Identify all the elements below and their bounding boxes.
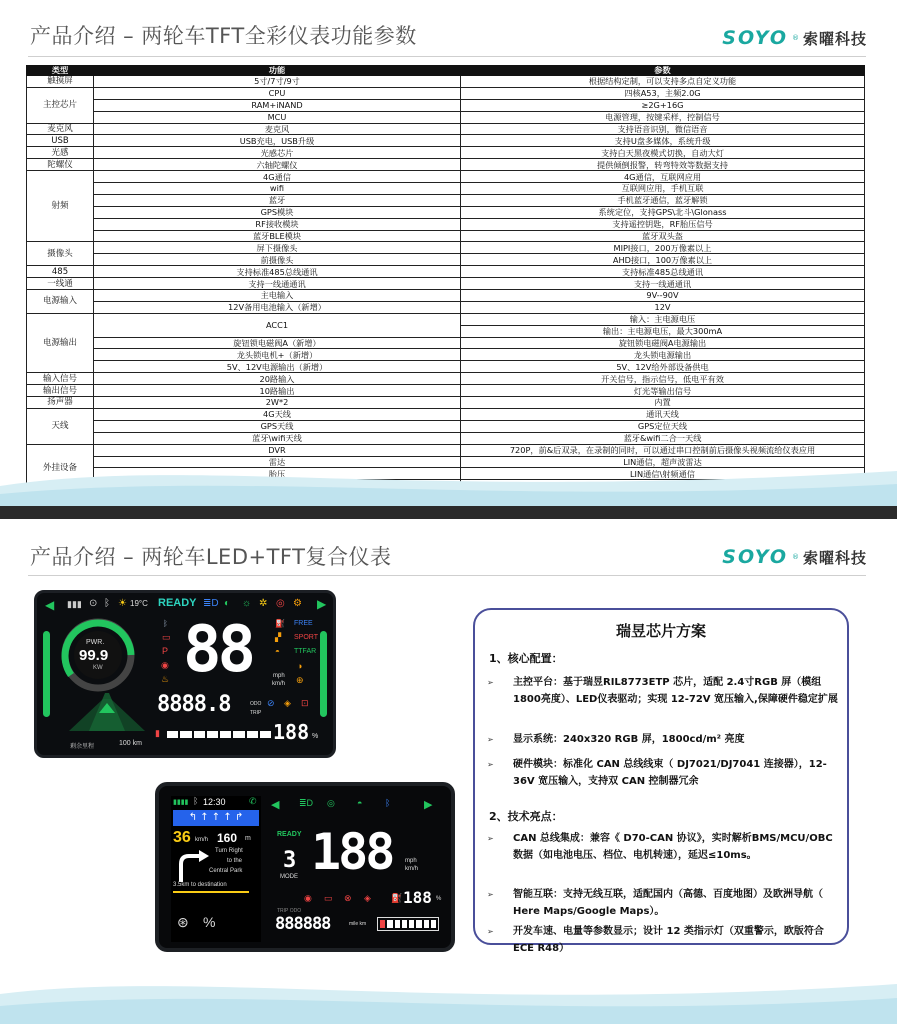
- percent-icon: %: [203, 914, 216, 930]
- table-row: [27, 230, 865, 242]
- cell-type: 陀螺仪: [27, 159, 94, 171]
- table-row: [27, 171, 865, 183]
- power-value: 99.9: [79, 647, 109, 664]
- cell-function: 12V备用电池输入（新增）: [94, 301, 461, 313]
- cell-param: ≥2G+16G: [461, 99, 865, 111]
- arrow-icon: ➢: [487, 735, 494, 744]
- item-hardware: [487, 756, 839, 790]
- slide-spec-table: [0, 0, 897, 506]
- cell-function: 六轴陀螺仪: [94, 159, 461, 171]
- cell-type: 光感: [27, 147, 94, 159]
- table-row: [27, 432, 865, 444]
- item-text: 主控平台：基于瑞昱RIL8773ETP 芯片，适配 2.4寸RGB 屏（模组1800亮度）、LED仪表驱动；实现 12-72V 宽压输入,保障硬件稳定扩展: [513, 677, 838, 705]
- spec-table: [26, 65, 865, 492]
- cell-function: ACC1: [94, 313, 461, 337]
- warn-icon-1: ◉: [304, 893, 312, 903]
- nav-instruction: Turn Right: [215, 848, 243, 854]
- oil-icon: ♨: [161, 674, 170, 684]
- arrow-icon: ➢: [487, 678, 494, 687]
- left-level-bar: [43, 631, 50, 717]
- cell-type: 射频: [27, 171, 94, 242]
- cell-param: 输出：主电源电压，最大300mA: [461, 325, 865, 337]
- speed-unit-kmh: km/h: [272, 681, 286, 687]
- cell-param: 蓝牙双头盔: [461, 230, 865, 242]
- brand-logo: SOYO: [722, 27, 788, 49]
- odometer-digits: 888888: [275, 914, 331, 934]
- item-display-features: [487, 923, 839, 957]
- dashboard-led-tft-2: [155, 782, 455, 952]
- speed-digits: 88: [183, 613, 253, 687]
- cell-function: GPS天线: [94, 420, 461, 432]
- charge-icon: ▮: [155, 728, 160, 738]
- sun-icon: ☀: [118, 598, 127, 609]
- header-param: 参数: [461, 66, 865, 76]
- cell-function: 前摄像头: [94, 254, 461, 266]
- cell-param: LIN通信\射频通信: [461, 468, 865, 480]
- temperature: 19°C: [130, 599, 148, 608]
- table-row: [27, 349, 865, 361]
- cell-type: 天线: [27, 408, 94, 444]
- cell-function: USB充电，USB升级: [94, 135, 461, 147]
- warn-icon-2: ▭: [324, 893, 333, 903]
- p-icon: P: [162, 646, 169, 656]
- abs-icon: ◉: [161, 660, 169, 670]
- table-row: [27, 385, 865, 397]
- cell-param: 支持白天黑夜模式切换，自动大灯: [461, 147, 865, 159]
- battery-bar: [377, 917, 439, 931]
- nav-place: Central Park: [209, 868, 243, 874]
- cell-param: 4G通信，互联网应用: [461, 171, 865, 183]
- cell-function: 蓝牙BLE模块: [94, 230, 461, 242]
- cell-function: 支持一线通通讯: [94, 278, 461, 290]
- table-row: [27, 408, 865, 420]
- arrow-icon: ➢: [487, 760, 494, 769]
- cell-function: 屏下摄像头: [94, 242, 461, 254]
- range-value: 100 km: [119, 740, 142, 747]
- item-text: 硬件模块：标准化 CAN 总线线束（ DJ7021/DJ7041 连接器），12-36V 宽压输入，支持双 CAN 控制器冗余: [513, 759, 827, 787]
- header-function: 功能: [94, 66, 461, 76]
- table-row: [27, 218, 865, 230]
- table-row: [27, 159, 865, 171]
- trip-label: TRIP ODO: [277, 908, 302, 914]
- battery-digits: 188: [273, 720, 310, 744]
- cell-function: RF接收模块: [94, 218, 461, 230]
- cell-function: 4G通信: [94, 171, 461, 183]
- table-row: [27, 87, 865, 99]
- page-title: 产品介绍 – 两轮车TFT全彩仪表功能参数: [30, 24, 417, 48]
- item-display: [487, 731, 839, 748]
- brake-icon: ⊡: [301, 698, 309, 708]
- title-rule-2: [28, 575, 866, 576]
- bluetooth-icon: ᛒ: [104, 598, 110, 609]
- table-row: [27, 242, 865, 254]
- table-row: [27, 99, 865, 111]
- table-row: [27, 76, 865, 88]
- cell-function: 龙头锁电机+（新增）: [94, 349, 461, 361]
- cell-param: 根据结构定制，可以支持多点自定义功能: [461, 76, 865, 88]
- signal-icon: ▮▮▮: [67, 599, 82, 609]
- cell-function: 光感芯片: [94, 147, 461, 159]
- table-header: [27, 66, 865, 76]
- table-row: [27, 397, 865, 409]
- cell-param: 12V: [461, 301, 865, 313]
- battery-unit: %: [436, 896, 442, 902]
- cell-param: 5V、12V给外部设备供电: [461, 361, 865, 373]
- cell-function: 4G天线: [94, 408, 461, 420]
- cell-param: 9V--90V: [461, 290, 865, 302]
- cell-param: AHD接口，100万像素以上: [461, 254, 865, 266]
- item-text: 智能互联：支持无线互联，适配国内（高德、百度地图）及欧洲导航（ Here Maps/Google Maps）。: [513, 889, 823, 917]
- brand-name: 索曜科技: [802, 29, 867, 48]
- cell-function: 5V、12V电源输出（新增）: [94, 361, 461, 373]
- mode-label: MODE: [280, 874, 298, 880]
- battery-warn-icon: ▭: [162, 632, 171, 642]
- cell-function: 2W*2: [94, 397, 461, 409]
- cell-param: LIN通信，超声波雷达: [461, 456, 865, 468]
- title-rule: [28, 56, 866, 57]
- cell-param: 开关信号，指示信号，低电平有效: [461, 373, 865, 385]
- table-row: [27, 290, 865, 302]
- turn-left-icon: ◀: [271, 799, 280, 811]
- table-row: [27, 266, 865, 278]
- cell-param: 蓝牙&wifi二合一天线: [461, 432, 865, 444]
- mode-ttfar: TTFAR: [294, 648, 317, 655]
- cell-function: DVR: [94, 444, 461, 456]
- nav-remaining: 3.5km to destination: [173, 882, 227, 888]
- cell-param: 龙头锁电源输出: [461, 349, 865, 361]
- cell-function: RAM+iNAND: [94, 99, 461, 111]
- cell-function: 胎压: [94, 468, 461, 480]
- nav-distance: 160: [217, 831, 238, 845]
- turn-left-icon: ◀: [45, 598, 55, 612]
- power-unit: KW: [93, 665, 103, 671]
- box-title: 瑞昱芯片方案: [615, 622, 706, 640]
- light-icon: ◎: [327, 798, 335, 808]
- arrow-icon: ➢: [487, 927, 494, 936]
- cell-type: 一线通: [27, 278, 94, 290]
- cell-function: MCU: [94, 111, 461, 123]
- mode-sport: SPORT: [294, 634, 318, 641]
- high-beam-icon: ≣D: [203, 598, 219, 609]
- warning-icon: ◎: [276, 598, 285, 609]
- item-main-platform: [487, 674, 839, 708]
- slide-divider: [0, 506, 897, 519]
- cell-function: 主电输入: [94, 290, 461, 302]
- cell-param: 提供倾倒报警，转弯特效等数据支持: [461, 159, 865, 171]
- seat-icon: ▞: [275, 633, 282, 642]
- mode-free: FREE: [294, 620, 313, 627]
- brand-registered: ®: [791, 34, 799, 42]
- realtek-solution-box: [473, 608, 849, 954]
- low-beam-icon: ◐: [224, 598, 231, 609]
- table-row: [27, 147, 865, 159]
- brand-2: [722, 546, 867, 568]
- brand-logo: SOYO: [722, 546, 788, 568]
- cell-param: 支持一线通通讯: [461, 278, 865, 290]
- ready-indicator: READY: [158, 597, 197, 609]
- wave-decoration: [0, 446, 897, 506]
- cell-type: 输入信号: [27, 373, 94, 385]
- table-row: [27, 361, 865, 373]
- brand-registered: ®: [791, 553, 799, 561]
- brand-name: 索曜科技: [802, 548, 867, 567]
- cell-param: 支持语音识别，微信语音: [461, 123, 865, 135]
- cell-type: 主控芯片: [27, 87, 94, 123]
- cell-function: 支持标准485总线通讯: [94, 266, 461, 278]
- bt-icon: ᛒ: [193, 796, 199, 806]
- steering-icon: ⊛: [177, 914, 189, 930]
- battery-digits: 188: [403, 888, 432, 907]
- cell-function: 旋钮锁电磁阀A（新增）: [94, 337, 461, 349]
- speed-unit-mph: mph: [273, 673, 285, 679]
- cell-type: 电源输出: [27, 313, 94, 372]
- table-row: [27, 301, 865, 313]
- arrow-icon: ➢: [487, 834, 494, 843]
- right-level-bar: [320, 631, 327, 717]
- table-row: [27, 420, 865, 432]
- helmet-icon: ◓: [275, 647, 280, 656]
- pwr-label: PWR.: [86, 639, 105, 646]
- cell-function: 20路输入: [94, 373, 461, 385]
- nav-speed: 36: [173, 829, 191, 846]
- cell-type: 电源输入: [27, 290, 94, 314]
- table-row: [27, 135, 865, 147]
- battery-segments: [167, 731, 271, 738]
- brand: [722, 27, 867, 49]
- mode-value: 3: [283, 848, 297, 873]
- beam-icon: ≣D: [299, 798, 314, 808]
- nav-to: to the: [227, 858, 243, 864]
- cell-function: 蓝牙: [94, 194, 461, 206]
- cell-function: CPU: [94, 87, 461, 99]
- fog-light-icon: ✲: [259, 598, 268, 609]
- cell-function: 蓝牙\wifi天线: [94, 432, 461, 444]
- lane-guide: ↰ ↑ ↑ ↑ ↱: [173, 810, 259, 826]
- speed-unit-kmh: km/h: [405, 866, 419, 872]
- bt-small-icon: ᛒ: [163, 619, 168, 628]
- dashboard-led-tft-1: [34, 590, 336, 758]
- tcs-icon: ◈: [284, 698, 291, 708]
- odo-label: ODO: [250, 701, 262, 707]
- table-row: [27, 313, 865, 325]
- cell-function: 5寸/7寸/9寸: [94, 76, 461, 88]
- table-row: [27, 254, 865, 266]
- warn-icon-3: ⊗: [344, 893, 352, 903]
- range-label: 剩余里程: [70, 744, 95, 750]
- table-row: [27, 278, 865, 290]
- cell-param: 720P，前&后双录，在录制的同时，可以通过串口控制前后摄像头视频流给仪表应用: [461, 444, 865, 456]
- item-text: CAN 总线集成：兼容《 D70-CAN 协议》，实时解析BMS/MCU/OBC 数据（如电池电压、档位、电机转速），延迟≤10ms。: [513, 833, 833, 861]
- arrow-icon: ➢: [487, 890, 494, 899]
- section-highlights: 2、技术亮点：: [489, 810, 563, 823]
- cell-type: 扬声器: [27, 397, 94, 409]
- fuel-icon: ⛽: [391, 893, 403, 903]
- nav-progress: [173, 891, 249, 893]
- cell-function: 10路输出: [94, 385, 461, 397]
- cell-type: 麦克风: [27, 123, 94, 135]
- turn-right-icon: ▶: [424, 799, 433, 811]
- cell-param: 灯光等输出信号: [461, 385, 865, 397]
- cell-param: MIPI接口，200万像素以上: [461, 242, 865, 254]
- nav-distance-unit: m: [245, 835, 251, 842]
- warn-icon-4: ◈: [364, 893, 371, 903]
- cell-function: 麦克风: [94, 123, 461, 135]
- fuel-icon: ⛽: [275, 619, 285, 628]
- odometer-digits: 8888.8: [157, 692, 231, 717]
- cell-param: 互联网应用，手机互联: [461, 183, 865, 195]
- item-can-bus: [487, 830, 839, 864]
- ecu-icon: ⊕: [296, 675, 304, 685]
- bt-blue-icon: ᛒ: [385, 798, 391, 808]
- turn-right-icon: ▶: [317, 597, 327, 611]
- cell-type: 摄像头: [27, 242, 94, 266]
- speed-digits: 188: [311, 823, 393, 881]
- helmet-icon: ◓: [357, 798, 363, 808]
- location-icon: ⊙: [89, 598, 98, 609]
- engine-icon: ⚙: [293, 598, 302, 609]
- clock: 12:30: [203, 797, 226, 807]
- item-text: 开发车速、电量等参数显示；设计 12 类指示灯（双重警示，欧版符合 ECE R48）: [513, 926, 824, 954]
- nav-speed-unit: km/h: [195, 837, 209, 843]
- section-core: 1、核心配置：: [489, 652, 563, 665]
- cell-param: 旋钮锁电磁阀A电源输出: [461, 337, 865, 349]
- cell-type: 外挂设备: [27, 444, 94, 492]
- cell-type: USB: [27, 135, 94, 147]
- cell-param: 内置: [461, 397, 865, 409]
- page-title-2: 产品介绍 – 两轮车LED+TFT复合仪表: [30, 545, 392, 569]
- nav-screen: [171, 796, 261, 942]
- turn-arrow-icon: [173, 846, 213, 882]
- cell-param: 支持标准485总线通讯: [461, 266, 865, 278]
- cell-param: 支持遥控钥匙，RF胎压信号: [461, 218, 865, 230]
- cell-param: 四核A53，主频2.0G: [461, 87, 865, 99]
- cell-param: GPS定位天线: [461, 420, 865, 432]
- cell-param: 系统定位，支持GPS\北斗\Glonass: [461, 206, 865, 218]
- table-row: [27, 123, 865, 135]
- slide-composite-dash: [0, 519, 897, 1024]
- cell-function: wifi: [94, 183, 461, 195]
- table-row: [27, 194, 865, 206]
- cell-param: 输入：主电源电压: [461, 313, 865, 325]
- table-row: [27, 337, 865, 349]
- cell-param: 手机蓝牙通信，蓝牙解锁: [461, 194, 865, 206]
- table-row: [27, 111, 865, 123]
- signal-icon: ▮▮▮▮: [173, 799, 189, 806]
- cell-function: GPS模块: [94, 206, 461, 218]
- parking-icon: ⊘: [267, 698, 275, 708]
- cell-param: 支持U盘多媒体，系统升级: [461, 135, 865, 147]
- table-row: [27, 206, 865, 218]
- battery-unit: %: [312, 733, 319, 740]
- trip-label: TRIP: [250, 710, 262, 716]
- item-smart-connect: [487, 886, 839, 920]
- speed-unit-mph: mph: [405, 858, 417, 864]
- cell-param: 通讯天线: [461, 408, 865, 420]
- wave-decoration-2: [0, 954, 897, 1024]
- table-row: [27, 373, 865, 385]
- road-graphic: [59, 691, 155, 731]
- lamp-icon: ◑: [297, 661, 303, 671]
- position-light-icon: ☼: [242, 598, 252, 609]
- cell-type: 485: [27, 266, 94, 278]
- phone-icon: ✆: [249, 796, 257, 806]
- item-text: 显示系统：240x320 RGB 屏，1800cd/m² 亮度: [513, 734, 745, 745]
- table-row: [27, 183, 865, 195]
- ready-indicator: READY: [277, 831, 302, 838]
- cell-type: 输出信号: [27, 385, 94, 397]
- odo-unit: mile km: [349, 921, 367, 927]
- cell-param: 电源管理，按键采样，控制信号: [461, 111, 865, 123]
- header-type: 类型: [27, 66, 94, 76]
- cell-type: 触摸屏: [27, 76, 94, 88]
- cell-function: 雷达: [94, 456, 461, 468]
